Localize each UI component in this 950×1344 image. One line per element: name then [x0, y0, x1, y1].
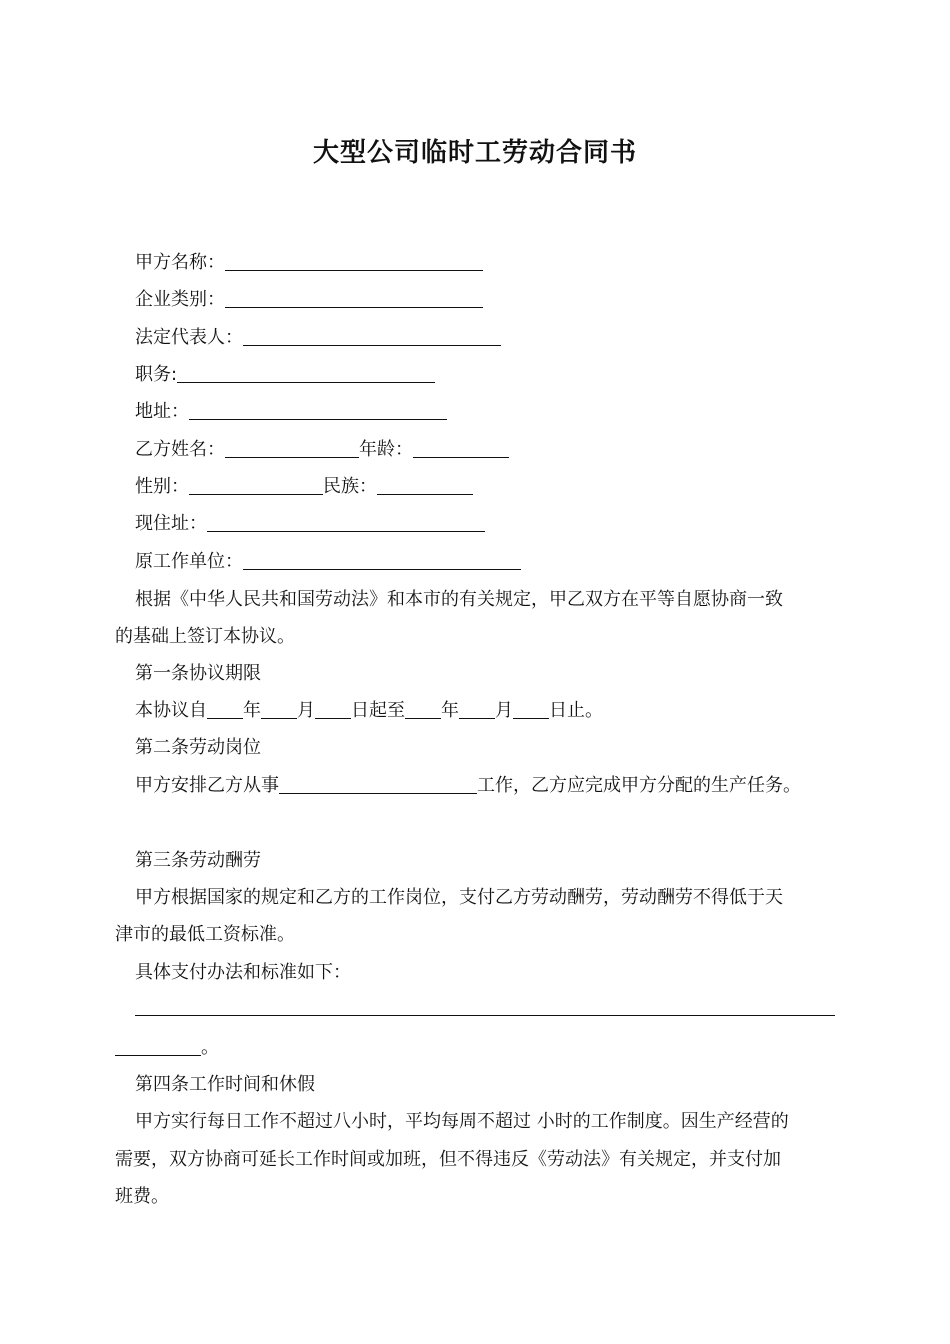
document-title: 大型公司临时工劳动合同书: [312, 138, 637, 168]
article4-heading: 第四条工作时间和休假: [135, 1074, 315, 1095]
gender-line: [135, 475, 473, 499]
article1-heading: 第一条协议期限: [135, 663, 261, 684]
end-year-blank[interactable]: [405, 700, 441, 719]
payment-method-blank-tail[interactable]: [115, 1037, 201, 1056]
current-address-line: [135, 512, 485, 536]
enterprise-type-blank[interactable]: [225, 289, 483, 308]
former-employer-blank[interactable]: [243, 551, 521, 570]
article3-line-3: 具体支付办法和标准如下：: [135, 962, 351, 983]
article1-term-line: [135, 699, 603, 723]
intro-line-1: 根据《中华人民共和国劳动法》和本市的有关规定，甲乙双方在平等自愿协商一致: [135, 589, 783, 610]
payment-method-blank[interactable]: [135, 1015, 835, 1016]
year-label-1: 年: [243, 700, 261, 721]
article3-heading: 第三条劳动酬劳: [135, 850, 261, 871]
age-label: 年龄：: [359, 439, 413, 460]
position-blank[interactable]: [177, 364, 435, 383]
ethnicity-blank[interactable]: [377, 476, 473, 495]
end-month-blank[interactable]: [459, 700, 495, 719]
end-day-blank[interactable]: [513, 700, 549, 719]
start-day-blank[interactable]: [315, 700, 351, 719]
year-label-2: 年: [441, 700, 459, 721]
enterprise-type-line: [135, 288, 483, 312]
enterprise-type-label: 企业类别：: [135, 289, 225, 310]
article2-heading: 第二条劳动岗位: [135, 737, 261, 758]
position-label: 职务:: [135, 364, 178, 385]
start-month-blank[interactable]: [261, 700, 297, 719]
party-a-name-line: [135, 251, 483, 275]
party-a-name-label: 甲方名称：: [135, 252, 225, 273]
current-address-label: 现住址：: [135, 513, 207, 534]
current-address-blank[interactable]: [207, 513, 485, 532]
job-suffix: 工作，乙方应完成甲方分配的生产任务。: [477, 775, 801, 796]
article4-line-3: 班费。: [115, 1186, 169, 1207]
payment-method-blank-end: [115, 1036, 219, 1060]
article4-line-1: 甲方实行每日工作不超过八小时，平均每周不超过 小时的工作制度。因生产经营的: [135, 1111, 789, 1132]
day-from-label: 日起至: [351, 700, 405, 721]
address-blank[interactable]: [189, 401, 447, 420]
article3-line-2: 津市的最低工资标准。: [115, 924, 295, 945]
age-blank[interactable]: [413, 439, 509, 458]
job-prefix: 甲方安排乙方从事: [135, 775, 279, 796]
former-employer-label: 原工作单位：: [135, 551, 243, 572]
party-a-name-blank[interactable]: [225, 252, 483, 271]
article4-line-2: 需要，双方协商可延长工作时间或加班，但不得违反《劳动法》有关规定，并支付加: [115, 1149, 781, 1170]
start-year-blank[interactable]: [207, 700, 243, 719]
article3-line-1: 甲方根据国家的规定和乙方的工作岗位，支付乙方劳动酬劳，劳动酬劳不得低于天: [135, 887, 783, 908]
party-b-name-label: 乙方姓名：: [135, 439, 225, 460]
day-to-label: 日止。: [549, 700, 603, 721]
legal-rep-blank[interactable]: [243, 327, 501, 346]
party-b-name-blank[interactable]: [225, 439, 359, 458]
gender-label: 性别：: [135, 476, 189, 497]
former-employer-line: [135, 550, 521, 574]
ethnicity-label: 民族：: [323, 476, 377, 497]
article2-job-line: [135, 774, 801, 798]
position-line: [135, 363, 435, 387]
intro-line-2: 的基础上签订本协议。: [115, 626, 295, 647]
legal-rep-line: [135, 326, 501, 350]
month-label-1: 月: [297, 700, 315, 721]
address-line: [135, 400, 447, 424]
legal-rep-label: 法定代表人：: [135, 327, 243, 348]
party-b-line: [135, 438, 509, 462]
term-from-label: 本协议自: [135, 700, 207, 721]
gender-blank[interactable]: [189, 476, 323, 495]
job-blank[interactable]: [279, 775, 477, 794]
month-label-2: 月: [495, 700, 513, 721]
payment-end-mark: 。: [201, 1037, 219, 1058]
address-label: 地址：: [135, 401, 189, 422]
